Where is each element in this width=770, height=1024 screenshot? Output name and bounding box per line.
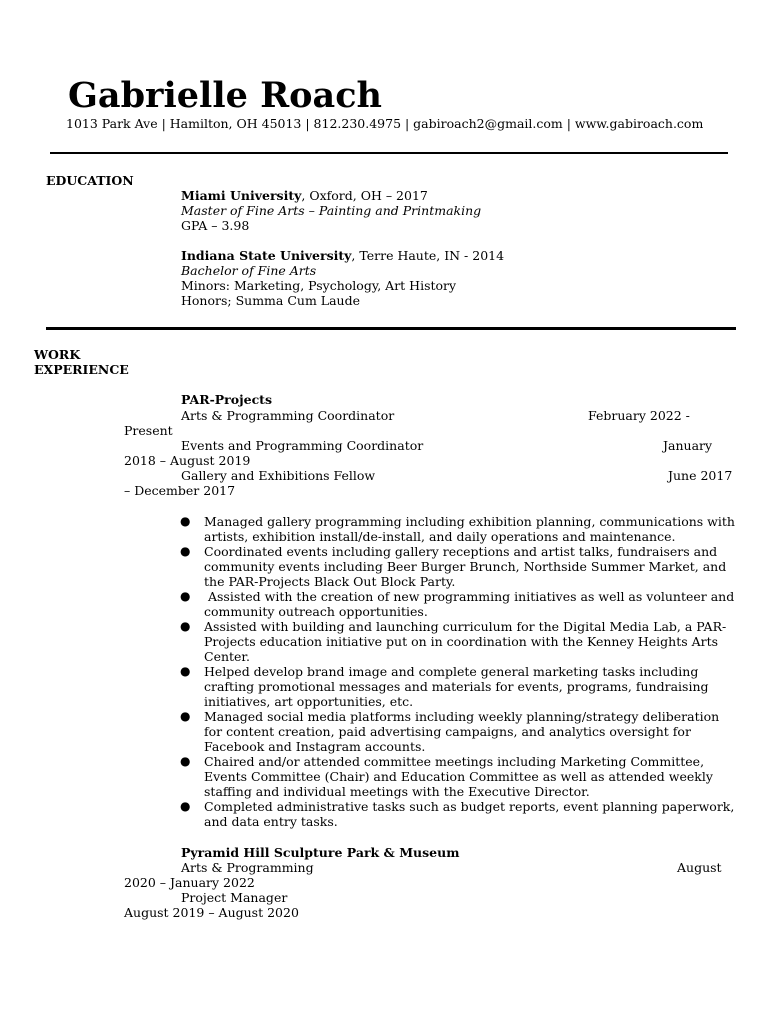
bullet-icon: ● [180, 799, 191, 813]
job-2-role-1-title: Arts & Programming [181, 860, 314, 875]
school-2-location: , Terre Haute, IN - 2014 [351, 248, 505, 263]
bullet-icon: ● [180, 754, 191, 768]
bullet-icon: ● [180, 664, 191, 678]
bullet-text: Chaired and/or attended committee meetings including Marketing Committee, Events Committee (Chair) and Education Committee as well as attended weekly staffing and individual meetings with the Executive Director. [204, 754, 713, 799]
job-2-role-1-date-end: 2020 – January 2022 [124, 875, 255, 890]
education-divider [46, 327, 736, 330]
header-divider [50, 152, 728, 154]
bullet-text: Coordinated events including gallery receptions and artist talks, fundraisers and community events including Beer Burger Brunch, Northside Summer Market, and the PAR-Projects Black Out Block Party. [204, 544, 727, 589]
job-1-org: PAR-Projects [181, 392, 272, 407]
job-2-org: Pyramid Hill Sculpture Park & Museum [181, 845, 460, 860]
list-item [180, 544, 740, 589]
job-2-role-2-date: August 2019 – August 2020 [124, 905, 299, 920]
job-1-role-1-date-end: Present [124, 423, 173, 438]
contact-info: 1013 Park Ave | Hamilton, OH 45013 | 812.230.4975 | gabiroach2@gmail.com | www.gabiroach.com [66, 116, 704, 131]
education-heading: EDUCATION [46, 173, 134, 188]
bullet-icon: ● [180, 514, 191, 528]
job-1-role-2-date-start: January [663, 438, 713, 453]
school-1-degree: Master of Fine Arts – Painting and Printmaking [181, 203, 482, 218]
job-1-role-1-date-start: February 2022 - [588, 408, 690, 423]
bullet-text: Helped develop brand image and complete general marketing tasks including crafting promotional messages and materials for events, programs, fundraising initiatives, art opportunities, etc. [204, 664, 709, 709]
job-2-role-1-date-start: August [677, 860, 722, 875]
job-1-role-3-date-end: – December 2017 [124, 483, 236, 498]
school-2-name: Indiana State University [181, 248, 352, 263]
list-item [180, 514, 740, 544]
school-2-line [181, 248, 504, 263]
school-2-degree: Bachelor of Fine Arts [181, 263, 317, 278]
work-heading-line1: WORK [34, 347, 81, 362]
list-item [180, 709, 740, 754]
job-1-role-2-title: Events and Programming Coordinator [181, 438, 424, 453]
list-item [180, 664, 740, 709]
list-item [180, 754, 740, 799]
job-1-bullet-list [180, 514, 740, 829]
bullet-icon: ● [180, 619, 191, 633]
bullet-text: Managed social media platforms including weekly planning/strategy deliberation for content creation, paid advertising campaigns, and analytics oversight for Facebook and Instagram accounts. [204, 709, 720, 754]
school-1-gpa: GPA – 3.98 [181, 218, 250, 233]
resume-name: Gabrielle Roach [68, 75, 382, 116]
list-item [180, 799, 740, 829]
school-1-name: Miami University [181, 188, 302, 203]
job-1-role-3-title: Gallery and Exhibitions Fellow [181, 468, 376, 483]
school-2-honors: Honors; Summa Cum Laude [181, 293, 360, 308]
list-item [180, 619, 740, 664]
bullet-text: Assisted with building and launching curriculum for the Digital Media Lab, a PAR-Projects education initiative put on in coordination with the Kenney Heights Arts Center. [204, 619, 727, 664]
job-2-role-2-title: Project Manager [181, 890, 288, 905]
bullet-icon: ● [180, 544, 191, 558]
school-2-minors: Minors: Marketing, Psychology, Art History [181, 278, 457, 293]
list-item [180, 589, 740, 619]
school-1-location: , Oxford, OH – 2017 [301, 188, 428, 203]
bullet-text: Completed administrative tasks such as budget reports, event planning paperwork, and data entry tasks. [204, 799, 735, 829]
work-heading-line2: EXPERIENCE [34, 362, 129, 377]
bullet-text: Managed gallery programming including exhibition planning, communications with artists, exhibition install/de-install, and daily operations and maintenance. [204, 514, 735, 544]
job-1-role-2-date-end: 2018 – August 2019 [124, 453, 251, 468]
bullet-text: Assisted with the creation of new programming initiatives as well as volunteer and community outreach opportunities. [204, 589, 739, 619]
bullet-icon: ● [180, 589, 191, 603]
bullet-icon: ● [180, 709, 191, 723]
job-1-role-3-date-start: June 2017 [668, 468, 733, 483]
job-1-role-1-title: Arts & Programming Coordinator [181, 408, 395, 423]
school-1-line [181, 188, 428, 203]
